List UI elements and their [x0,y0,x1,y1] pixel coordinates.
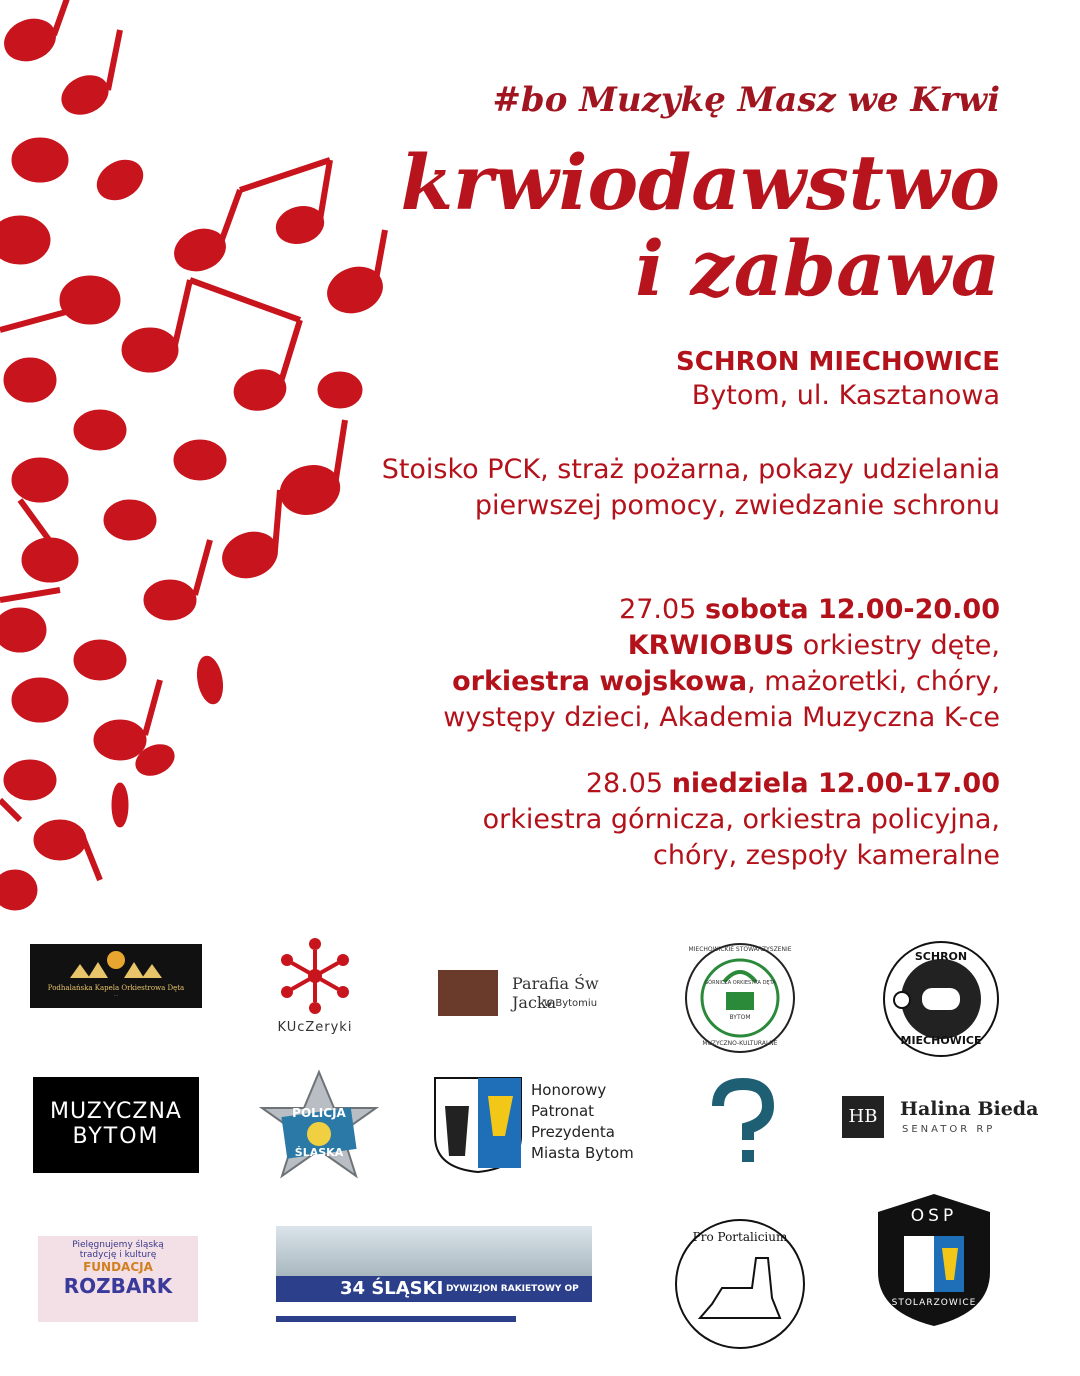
krwiobus-label: KRWIOBUS [627,630,795,661]
policja-top: POLICJA [292,1106,346,1120]
osp-logo [872,1192,996,1328]
kapela-name: Podhalańska Kapela Orkiestrowa Dęta [47,984,185,992]
day-2-date-line [380,766,1000,802]
seal-icon [684,942,796,1054]
muzyczna-line1: MUZYCZNA [50,1099,182,1124]
police-star-icon [254,1068,384,1198]
patronat-line4: Miasta Bytom [531,1144,634,1162]
day-1-line-2-rest: orkiestry dęte, [794,630,1000,661]
pro-portalicium-logo [672,1218,808,1350]
policja-bottom: ŚLĄSKA [294,1146,344,1159]
question-mark-logo [708,1078,778,1168]
military-orchestra-label: orkiestra wojskowa [452,666,748,697]
parafia-sub: w Bytomiu [544,998,598,1009]
day-1-date-line [380,592,1000,628]
day-1-line-2 [380,628,1000,664]
parafia-name: Parafia Św Jacka [512,974,599,1012]
day-2-line-3: chóry, zespoły kameralne [653,840,1000,871]
day-1-date: 27.05 [619,594,697,625]
venue-name: SCHRON MIECHOWICE [676,347,1000,377]
day-2-weekday-time: niedziela 12.00-17.00 [671,768,1000,799]
title-line-2: i zabawa [635,224,1000,313]
venue-address: Bytom, ul. Kasztanowa [691,380,1000,411]
stowarzyszenie-logo [684,942,796,1054]
snowflake-icon [275,936,355,1016]
event-info: Stoisko PCK, straż pożarna, pokazy udzielania pierwszej pomocy, zwiedzanie schronu [381,454,1000,521]
patronat-line1: Honorowy [531,1081,607,1099]
bytom-coat-of-arms-icon [433,1076,523,1174]
osp-bottom: STOLARZOWICE [891,1298,977,1308]
day-1-program [380,592,1000,736]
kapela-sub: ... [113,992,119,998]
rozbark-logo [38,1236,198,1322]
venue [676,345,1000,413]
patronat-logo [433,1076,643,1176]
dywizjon-logo [276,1226,592,1326]
patronat-text [531,1080,634,1164]
day-1-line-3-rest: , mażoretki, chóry, [747,666,1000,697]
parafia-image [438,970,498,1016]
dywizjon-small: DYWIZJON RAKIETOWY OP [446,1284,579,1294]
main-title [400,140,1000,312]
day-1-weekday-time: sobota 12.00-20.00 [704,594,1000,625]
pro-portalicium-label: Pro Portalicium [692,1230,788,1244]
dywizjon-underline [276,1316,516,1322]
rozbark-line4: ROZBARK [63,1274,173,1298]
day-2-line-2: orkiestra górnicza, orkiestra policyjna, [482,804,1000,835]
day-1-line-3 [380,664,1000,700]
patronat-line2: Patronat [531,1102,595,1120]
senator-logo [842,1096,1042,1142]
stowarzyszenie-top: MIECHOWICKIE STOWARZYSZENIE [688,946,792,953]
rozbark-line2: tradycję i kulturę [79,1250,157,1260]
senator-name: Halina Bieda [900,1098,1039,1120]
rozbark-line3: FUNDACJA [83,1260,153,1274]
stowarzyszenie-mid: GÓRNICZA ORKIESTRA DĘTA [704,980,776,986]
question-mark-icon [708,1078,778,1168]
schron-top: SCHRON [914,950,968,963]
osp-top: OSP [910,1206,958,1226]
crown-icon [30,944,202,980]
sponsor-logos [0,930,1080,1376]
kuczeryki-label: KUcZeryki [277,1020,353,1035]
dywizjon-big: 34 ŚLĄSKI [340,1278,444,1299]
day-1-line-4: występy dzieci, Akademia Muzyczna K-ce [443,702,1000,733]
kapela-logo [30,944,202,1008]
senator-role: SENATOR RP [902,1124,996,1135]
schron-bottom: MIECHOWICE [900,1034,982,1047]
patronat-line3: Prezydenta [531,1123,615,1141]
hashtag-title: #bo Muzykę Masz we Krwi [492,80,1000,120]
day-2-program [380,766,1000,874]
senator-monogram: HB [842,1096,884,1138]
muzyczna-bytom-logo [33,1077,199,1173]
rozbark-line1: Pielęgnujemy śląską [72,1240,164,1250]
muzyczna-line2: BYTOM [72,1124,160,1149]
schron-logo [882,940,1000,1058]
title-line-1: krwiodawstwo [400,138,1000,227]
kuczeryki-logo [270,936,360,1046]
parafia-logo [438,970,638,1018]
day-2-date: 28.05 [585,768,664,799]
stowarzyszenie-bottom: MUZYCZNO-KULTURALNE [702,1040,778,1047]
stowarzyszenie-city: BYTOM [729,1014,751,1021]
policja-logo [254,1068,384,1198]
music-notes-illustration [0,0,420,930]
